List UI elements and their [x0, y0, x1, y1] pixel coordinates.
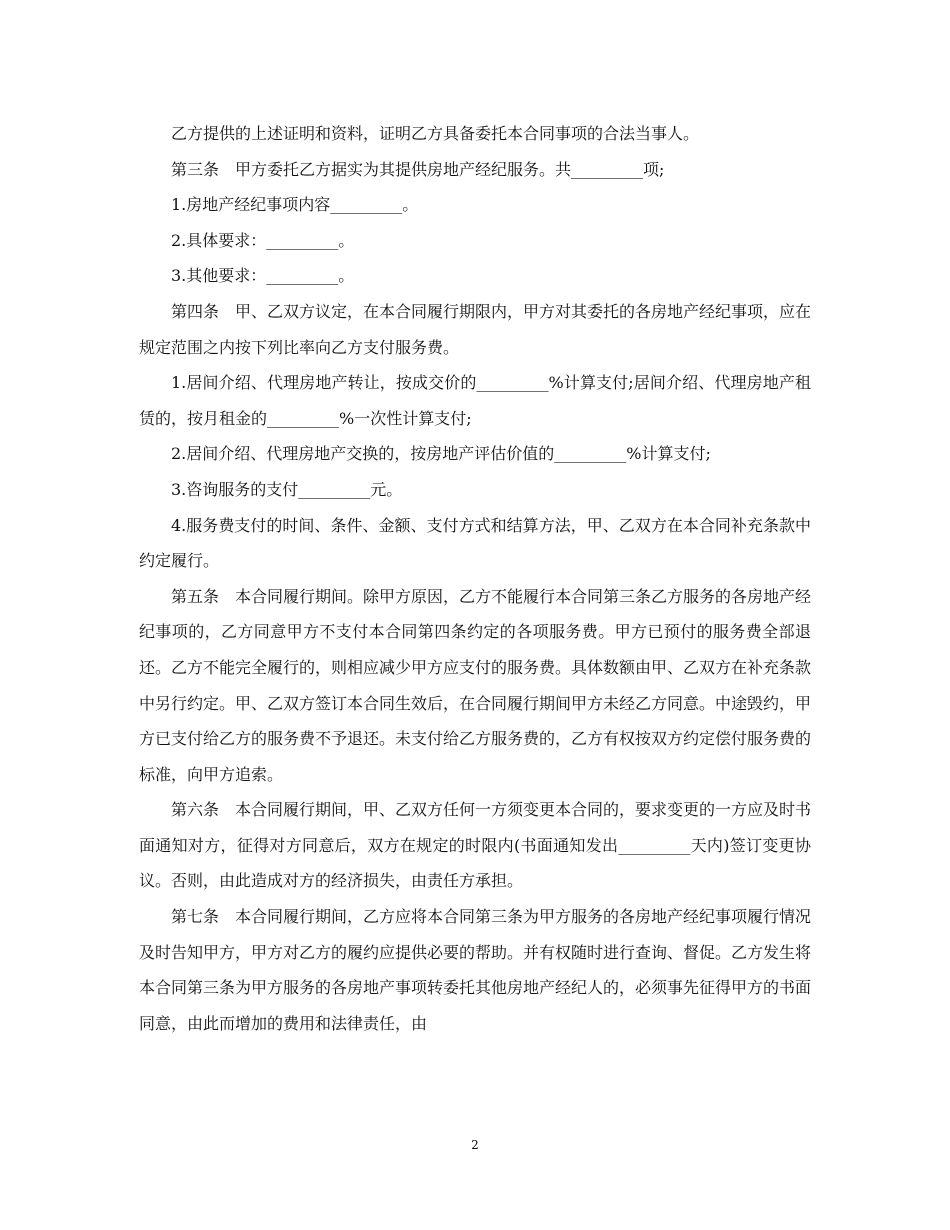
paragraph-1: 乙方提供的上述证明和资料，证明乙方具备委托本合同事项的合法当事人。: [171, 124, 700, 143]
paragraph-article-3-item-3: 3.其他要求：_________。: [171, 266, 355, 286]
paragraph-article-3-item-2: 2.具体要求：_________。: [171, 230, 355, 250]
paragraph-article-3-item-1: 1.房地产经纪事项内容_________。: [171, 195, 419, 215]
paragraph-article-5: 第五条 本合同履行期间。除甲方原因，乙方不能履行本合同第三条乙方服务的各房地产经纪事项的，乙方同意甲方不支付本合同第四条约定的各项服务费。甲方已预付的服务费全部退还。乙方不能完全履行的，则相应减少甲方应支付的服务费。具体数额由甲、乙双方在补充条款中另行约定。甲、乙双方签订本合同生效后，在合同履行期间甲方未经乙方同意。中途毁约，甲方已支付给乙方的服务费不予退还。未支付给乙方服务费的，乙方有权按双方约定偿付服务费的标准，向甲方追索。: [139, 586, 812, 784]
paragraph-article-7: 第七条 本合同履行期间，乙方应将本合同第三条为甲方服务的各房地产经纪事项履行情况及时告知甲方，甲方对乙方的履约应提供必要的帮助。并有权随时进行查询、督促。乙方发生将本合同第三条为甲方服务的各房地产事项转委托其他房地产经纪人的，必须事先征得甲方的书面同意，由此而增加的费用和法律责任，由: [139, 907, 812, 1033]
document-body: [139, 116, 811, 1041]
paragraph-article-6: 第六条 本合同履行期间，甲、乙双方任何一方须变更本合同的，要求变更的一方应及时书面通知对方，征得对方同意后，双方在规定的时限内(书面通知发出_________天内)签订变更协议。否则，由此造成对方的经济损失，由责任方承担。: [139, 800, 812, 891]
paragraph-article-4-item-1: 1.居间介绍、代理房地产转让，按成交价的_________%计算支付;居间介绍、代理房地产租赁的，按月租金的_________%一次性计算支付;: [139, 373, 811, 428]
paragraph-article-4-item-3: 3.咨询服务的支付_________元。: [171, 479, 403, 499]
paragraph-article-4-item-2: 2.居间介绍、代理房地产交换的，按房地产评估价值的_________%计算支付;: [171, 444, 711, 464]
paragraph-article-3: 第三条 甲方委托乙方据实为其提供房地产经纪服务。共_________项;: [171, 159, 665, 179]
page-number: 2: [471, 1138, 479, 1152]
paragraph-article-4: 第四条 甲、乙双方议定，在本合同履行期限内，甲方对其委托的各房地产经纪事项，应在规定范围之内按下列比率向乙方支付服务费。: [139, 301, 812, 357]
paragraph-article-4-item-4: 4.服务费支付的时间、条件、金额、支付方式和结算方法，甲、乙双方在本合同补充条款中约定履行。: [139, 515, 811, 571]
